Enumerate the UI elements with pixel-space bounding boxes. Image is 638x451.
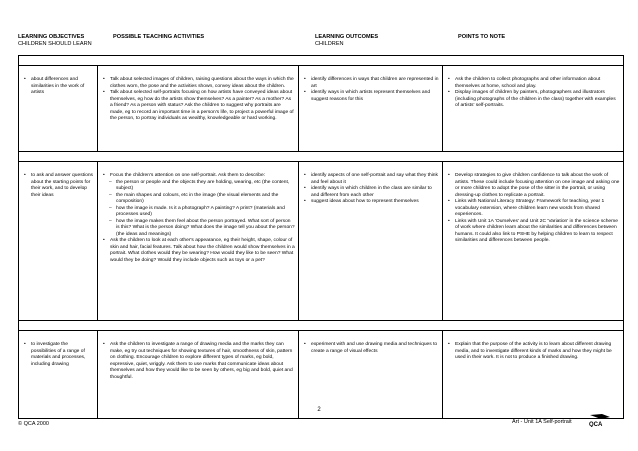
page-number: 2 xyxy=(317,407,321,413)
outcomes-list xyxy=(304,342,439,355)
notes-list xyxy=(448,173,620,245)
unit-label: Art - Unit 1A Self-portrait xyxy=(512,419,572,425)
activity-item: • Talk about selected images of children, raising questions about the ways in which the clothes worn, the pose and the activities shown, convey ideas about the children. xyxy=(103,77,295,90)
objectives-list xyxy=(24,77,94,97)
activity-item: • Focus the children's attention on one self-portrait. Ask them to describe: xyxy=(103,173,295,180)
outcomes-cell xyxy=(299,66,443,151)
activities-list xyxy=(103,173,295,264)
activity-item: – how the image makes them feel about the person portrayed. What sort of person is this? What is the person doing? What does the image tell you about the person? (the ideas and meanings) xyxy=(103,219,295,239)
activity-item: – the main shapes and colours, etc in the image (the visual elements and the composition) xyxy=(103,193,295,206)
notes-list xyxy=(448,342,620,362)
activity-item: – the person or people and the objects they are holding, wearing, etc (the content, subject) xyxy=(103,180,295,193)
notes-cell xyxy=(443,331,623,418)
header-objectives xyxy=(18,34,92,48)
header-notes xyxy=(458,34,505,41)
outcome-item: • experiment with and use drawing media and techniques to create a range of visual effects xyxy=(304,342,439,355)
objectives-list xyxy=(24,342,94,368)
objectives-list xyxy=(24,173,94,199)
outcome-item: • identify ways in which children in the class are similar to and different from each other xyxy=(304,186,439,199)
note-item: • Links with National Literacy Strategy: Framework for teaching, year 1 vocabulary extension, where children learn new words from shared experiences. xyxy=(448,199,620,219)
outcomes-cell xyxy=(299,162,443,320)
header-activities xyxy=(113,34,204,41)
objectives-cell xyxy=(19,66,98,151)
table-row xyxy=(19,66,623,152)
objectives-subtitle: CHILDREN SHOULD LEARN xyxy=(18,41,92,48)
outcomes-cell xyxy=(299,331,443,418)
note-item: • Links with Unit 1A 'Ourselves' and Unit 2C 'Variation' in the science scheme of work where children learn about the similarities and differences between humans. It could also link to PSHE by helping children to learn to respect similarities and differences between people. xyxy=(448,219,620,245)
outcome-item: • suggest ideas about how to represent themselves xyxy=(304,199,439,206)
activities-list xyxy=(103,342,295,381)
activities-list xyxy=(103,77,295,123)
objectives-title: LEARNING OBJECTIVES xyxy=(18,34,85,40)
notes-list xyxy=(448,77,620,110)
outcomes-subtitle: CHILDREN xyxy=(315,41,344,48)
objectives-cell xyxy=(19,162,98,320)
table-row xyxy=(19,162,623,321)
row-separator xyxy=(19,152,623,162)
header-outcomes xyxy=(315,34,378,48)
table-row xyxy=(19,331,623,419)
objectives-cell xyxy=(19,331,98,418)
activity-item: • Talk about selected self-portraits focusing on how artists have conveyed ideas about themselves, eg how do the artists show themselves? As a painter? As a mother? As a friend? As a person with status? Ask the children to suggest why portraits are made, eg to record an important time in a person's life, to project a powerful image of the person, to portray individuals as wealthy, knowledgeable or hard working. xyxy=(103,90,295,123)
notes-cell xyxy=(443,162,623,320)
activities-title: POSSIBLE TEACHING ACTIVITIES xyxy=(113,34,205,40)
note-item: • Develop strategies to give children confidence to talk about the work of artists. These could include focusing attention on one image and asking one or more children to adopt the pose of the sitter in the portrait, or using dressing-up clothes to replicate a portrait. xyxy=(448,173,620,199)
outcomes-list xyxy=(304,77,439,103)
outcomes-title: LEARNING OUTCOMES xyxy=(315,34,379,40)
activities-cell xyxy=(98,66,299,151)
activity-item: • Ask the children to look at each other's appearance, eg their height, shape, colour of skin and hair, facial features. Talk about how the children would show themselves in a portrait. What clothes would they be wearing? How would they like to be seen? What would they be doing? Would they include objects such as toys or a pet? xyxy=(103,238,295,264)
notes-cell xyxy=(443,66,623,151)
activities-cell xyxy=(98,331,299,418)
svg-text:QCA: QCA xyxy=(589,422,603,427)
notes-title: POINTS TO NOTE xyxy=(458,34,506,40)
unit-table xyxy=(18,55,624,419)
outcome-item: • identify ways in which artists represent themselves and suggest reasons for this xyxy=(304,90,439,103)
note-item: • Ask the children to collect photographs and other information about themselves at home, school and play. xyxy=(448,77,620,90)
activity-item: • Ask the children to investigate a range of drawing media and the marks they can make, eg try out techniques for showing textures of hair, smoothness of skin, pattern on clothing. Encourage children to explore different types of marks, eg bold, expressive, quiet, wriggly. Ask them to use marks that communicate ideas about themselves and how they would like to be seen by others, eg big and bold, quiet and thoughtful. xyxy=(103,342,295,381)
objective-item: • about differences and similarities in the work of artists xyxy=(24,77,94,97)
note-item: • Display images of children by painters, photographers and illustrators (including photographs of the children in the class) together with examples of artists' self-portraits. xyxy=(448,90,620,110)
outcome-item: • identify differences in ways that children are represented in art xyxy=(304,77,439,90)
row-separator xyxy=(19,321,623,331)
activities-cell xyxy=(98,162,299,320)
qca-logo-icon xyxy=(588,413,612,427)
objective-item: • to ask and answer questions about the starting points for their work, and to develop their ideas xyxy=(24,173,94,199)
row-separator xyxy=(19,56,623,66)
objective-item: • to investigate the possibilities of a range of materials and processes, including drawing xyxy=(24,342,94,368)
outcome-item: • identify aspects of one self-portrait and say what they think and feel about it xyxy=(304,173,439,186)
copyright: © QCA 2000 xyxy=(18,421,49,427)
outcomes-list xyxy=(304,173,439,206)
note-item: • Explain that the purpose of the activity is to learn about different drawing media, and to investigate different kinds of marks and how they might be used in their work. It is not to produce a finished drawing. xyxy=(448,342,620,362)
activity-item: – how the image is made. Is it a photograph? A painting? A print? (materials and processes used) xyxy=(103,206,295,219)
